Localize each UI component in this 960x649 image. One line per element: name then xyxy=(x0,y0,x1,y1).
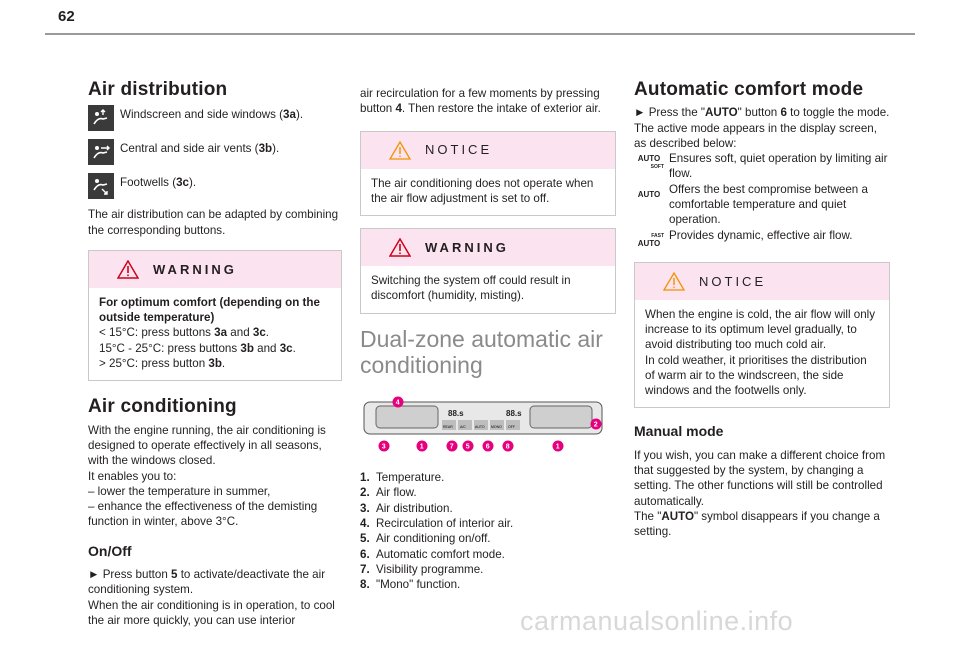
auto-soft-icon: AUTO SOFT xyxy=(637,154,664,171)
dual-zone-title: Dual-zone automatic air conditioning xyxy=(360,325,603,378)
mode-row: AUTO Offers the best compromise between a comfortable temperature and quiet operation. xyxy=(634,182,890,228)
notice-text: When the engine is cold, the air flow will only increase to its optimum level gradually, to avoid distributing too much cold air. xyxy=(645,307,876,352)
notice-text: The air conditioning does not operate when the air flow adjustment is set to off. xyxy=(371,176,594,205)
manual-mode-title: Manual mode xyxy=(634,423,724,440)
air-distribution-title: Air distribution xyxy=(88,79,228,100)
footwell-airflow-icon xyxy=(88,173,114,199)
list-item: 4. Recirculation of interior air. xyxy=(360,516,514,530)
warning-box xyxy=(360,228,616,314)
onoff-text: ► Press button 5 to activate/deactivate the air conditioning system. xyxy=(88,568,326,597)
mode-row: FAST AUTO Provides dynamic, effective air flow. xyxy=(634,228,890,248)
panel-button-label: AUTO xyxy=(475,424,485,429)
panel-button-label: A/C xyxy=(460,424,466,429)
column-middle xyxy=(360,86,616,592)
fast-auto-icon: FAST AUTO xyxy=(637,232,664,248)
svg-text:6: 6 xyxy=(485,443,490,451)
warning-line: > 25°C: press button 3b. xyxy=(99,357,226,371)
automatic-comfort-title: Automatic comfort mode xyxy=(634,79,864,100)
watermark: carmanualsonline.info xyxy=(520,606,794,636)
left-display: 88.s xyxy=(448,408,464,418)
onoff-title: On/Off xyxy=(88,542,132,559)
control-panel-figure xyxy=(360,396,616,460)
panel-button-label: OFF xyxy=(508,424,515,429)
page-number: 62 xyxy=(58,8,75,25)
svg-text:1: 1 xyxy=(555,443,560,451)
warning-heading: WARNING xyxy=(425,240,509,256)
air-conditioning-text: With the engine running, the air conditioning is designed to operate effectively in all seasons, with the windows closed. xyxy=(88,423,326,468)
warning-heading: WARNING xyxy=(153,261,237,277)
list-item: 2. Air flow. xyxy=(360,486,417,500)
central-vents-airflow-icon xyxy=(88,139,114,165)
list-item: 5. Air conditioning on/off. xyxy=(360,532,491,546)
manual-text: The "AUTO" symbol disappears if you change a setting. xyxy=(634,509,880,539)
manual-text: If you wish, you can make a different choice from that suggested by the system, by changing a setting. The other functions will still be controlled automatically. xyxy=(634,448,886,508)
air-distribution-item: Footwells (3c). xyxy=(88,173,342,199)
svg-text:3: 3 xyxy=(381,443,386,451)
svg-text:1: 1 xyxy=(419,443,424,451)
notice-text: In cold weather, it prioritises the distribution of warm air to the windscreen, the side windows and the footwells only. xyxy=(645,353,867,398)
notice-header xyxy=(635,263,889,300)
warning-line: 15°C - 25°C: press buttons 3b and 3c. xyxy=(99,341,296,355)
svg-text:5: 5 xyxy=(465,443,470,451)
svg-text:4: 4 xyxy=(395,399,400,407)
notice-heading: NOTICE xyxy=(425,142,493,158)
warning-triangle-icon xyxy=(117,260,139,279)
air-conditioning-title: Air conditioning xyxy=(88,396,237,418)
svg-text:2: 2 xyxy=(593,421,598,429)
svg-text:8: 8 xyxy=(505,443,510,451)
notice-header xyxy=(361,132,615,169)
auto-icon: AUTO xyxy=(637,189,661,199)
warning-title: For optimum comfort (depending on the outside temperature) xyxy=(99,295,320,325)
warning-line: < 15°C: press buttons 3a and 3c. xyxy=(99,326,270,340)
warning-header xyxy=(89,251,341,288)
warning-text: Switching the system off could result in discomfort (humidity, misting). xyxy=(371,274,571,303)
air-distribution-text: The air distribution can be adapted by combining the corresponding buttons. xyxy=(88,208,339,237)
warning-header xyxy=(361,229,615,266)
list-item: 7. Visibility programme. xyxy=(360,562,484,576)
warning-triangle-icon xyxy=(389,238,411,257)
air-distribution-item: Central and side air vents (3b). xyxy=(88,139,342,165)
notice-heading: NOTICE xyxy=(699,273,767,289)
notice-box xyxy=(360,131,616,217)
panel-button-label: REAR xyxy=(443,424,453,429)
list-item: 1. Temperature. xyxy=(360,471,445,485)
recirculation-text: air recirculation for a few moments by pressing button 4. Then restore the intake of exterior air. xyxy=(360,87,601,116)
notice-box xyxy=(634,262,890,409)
list-item: 3. Air distribution. xyxy=(360,501,453,515)
air-distribution-item: Windscreen and side windows (3a). xyxy=(88,105,342,131)
panel-button-label: MONO xyxy=(491,424,502,429)
column-right: Automatic comfort mode ► Press the "AUTO" button 6 to toggle the mode. The active mode appears in the display screen, as described below: AUTO SOFT Ensures soft, quiet operation by limiting air flow. AUTO Offers the best compromise between a comfortable temperature and quiet operation. FAST AUTO Provides dynamic, effective air flow. NOTICE When the engine is cold, the air flow will only increase to its optimum level gradually, to avoid distributing too much cold air. In cold weather, it prioritises the distribution of warm air to the windscreen, the side windows and the footwells only. Manual mode If you wish, you can make a different choice from that suggested by the system, by changing a setting. The other functions will still be controlled automatically. The "AUTO" symbol disappears if you change a setting. xyxy=(634,79,890,539)
right-display: 88.s xyxy=(506,408,522,418)
notice-triangle-icon xyxy=(389,141,411,160)
list-item: 8. "Mono" function. xyxy=(360,578,461,592)
windscreen-airflow-icon xyxy=(88,105,114,131)
header-rule xyxy=(45,33,915,35)
list-item: 6. Automatic comfort mode. xyxy=(360,547,505,561)
warning-box xyxy=(88,250,342,381)
auto-text: ► Press the "AUTO" button 6 to toggle the mode. xyxy=(634,106,890,120)
svg-text:7: 7 xyxy=(449,443,454,451)
control-legend xyxy=(360,470,616,592)
column-left: Air distribution Windscreen and side windows (3a). Central and side air vents (3b). Footwells (3c). The air distribution can be adapted by combining the corresponding buttons. WARNING For optimum comfort (depending on the outside temperature) < 15°C: press buttons 3a and 3c. 15°C - 25°C: press buttons 3b and 3c. > 25°C: press button 3b. Air conditioning With the engine running, the air conditioning is designed to operate effectively in all seasons, with the windows closed. It enables you to: – lower the temperature in summer, – enhance the effectiveness of the demisting function in winter, above 3°C. On/Off ► Press button 5 to activate/deactivate the air conditioning system. When the air conditioning is in operation, to cool the air more quickly, you can use interior xyxy=(88,82,342,628)
mode-row: AUTO SOFT Ensures soft, quiet operation by limiting air flow. xyxy=(634,151,890,182)
notice-triangle-icon xyxy=(663,272,685,291)
